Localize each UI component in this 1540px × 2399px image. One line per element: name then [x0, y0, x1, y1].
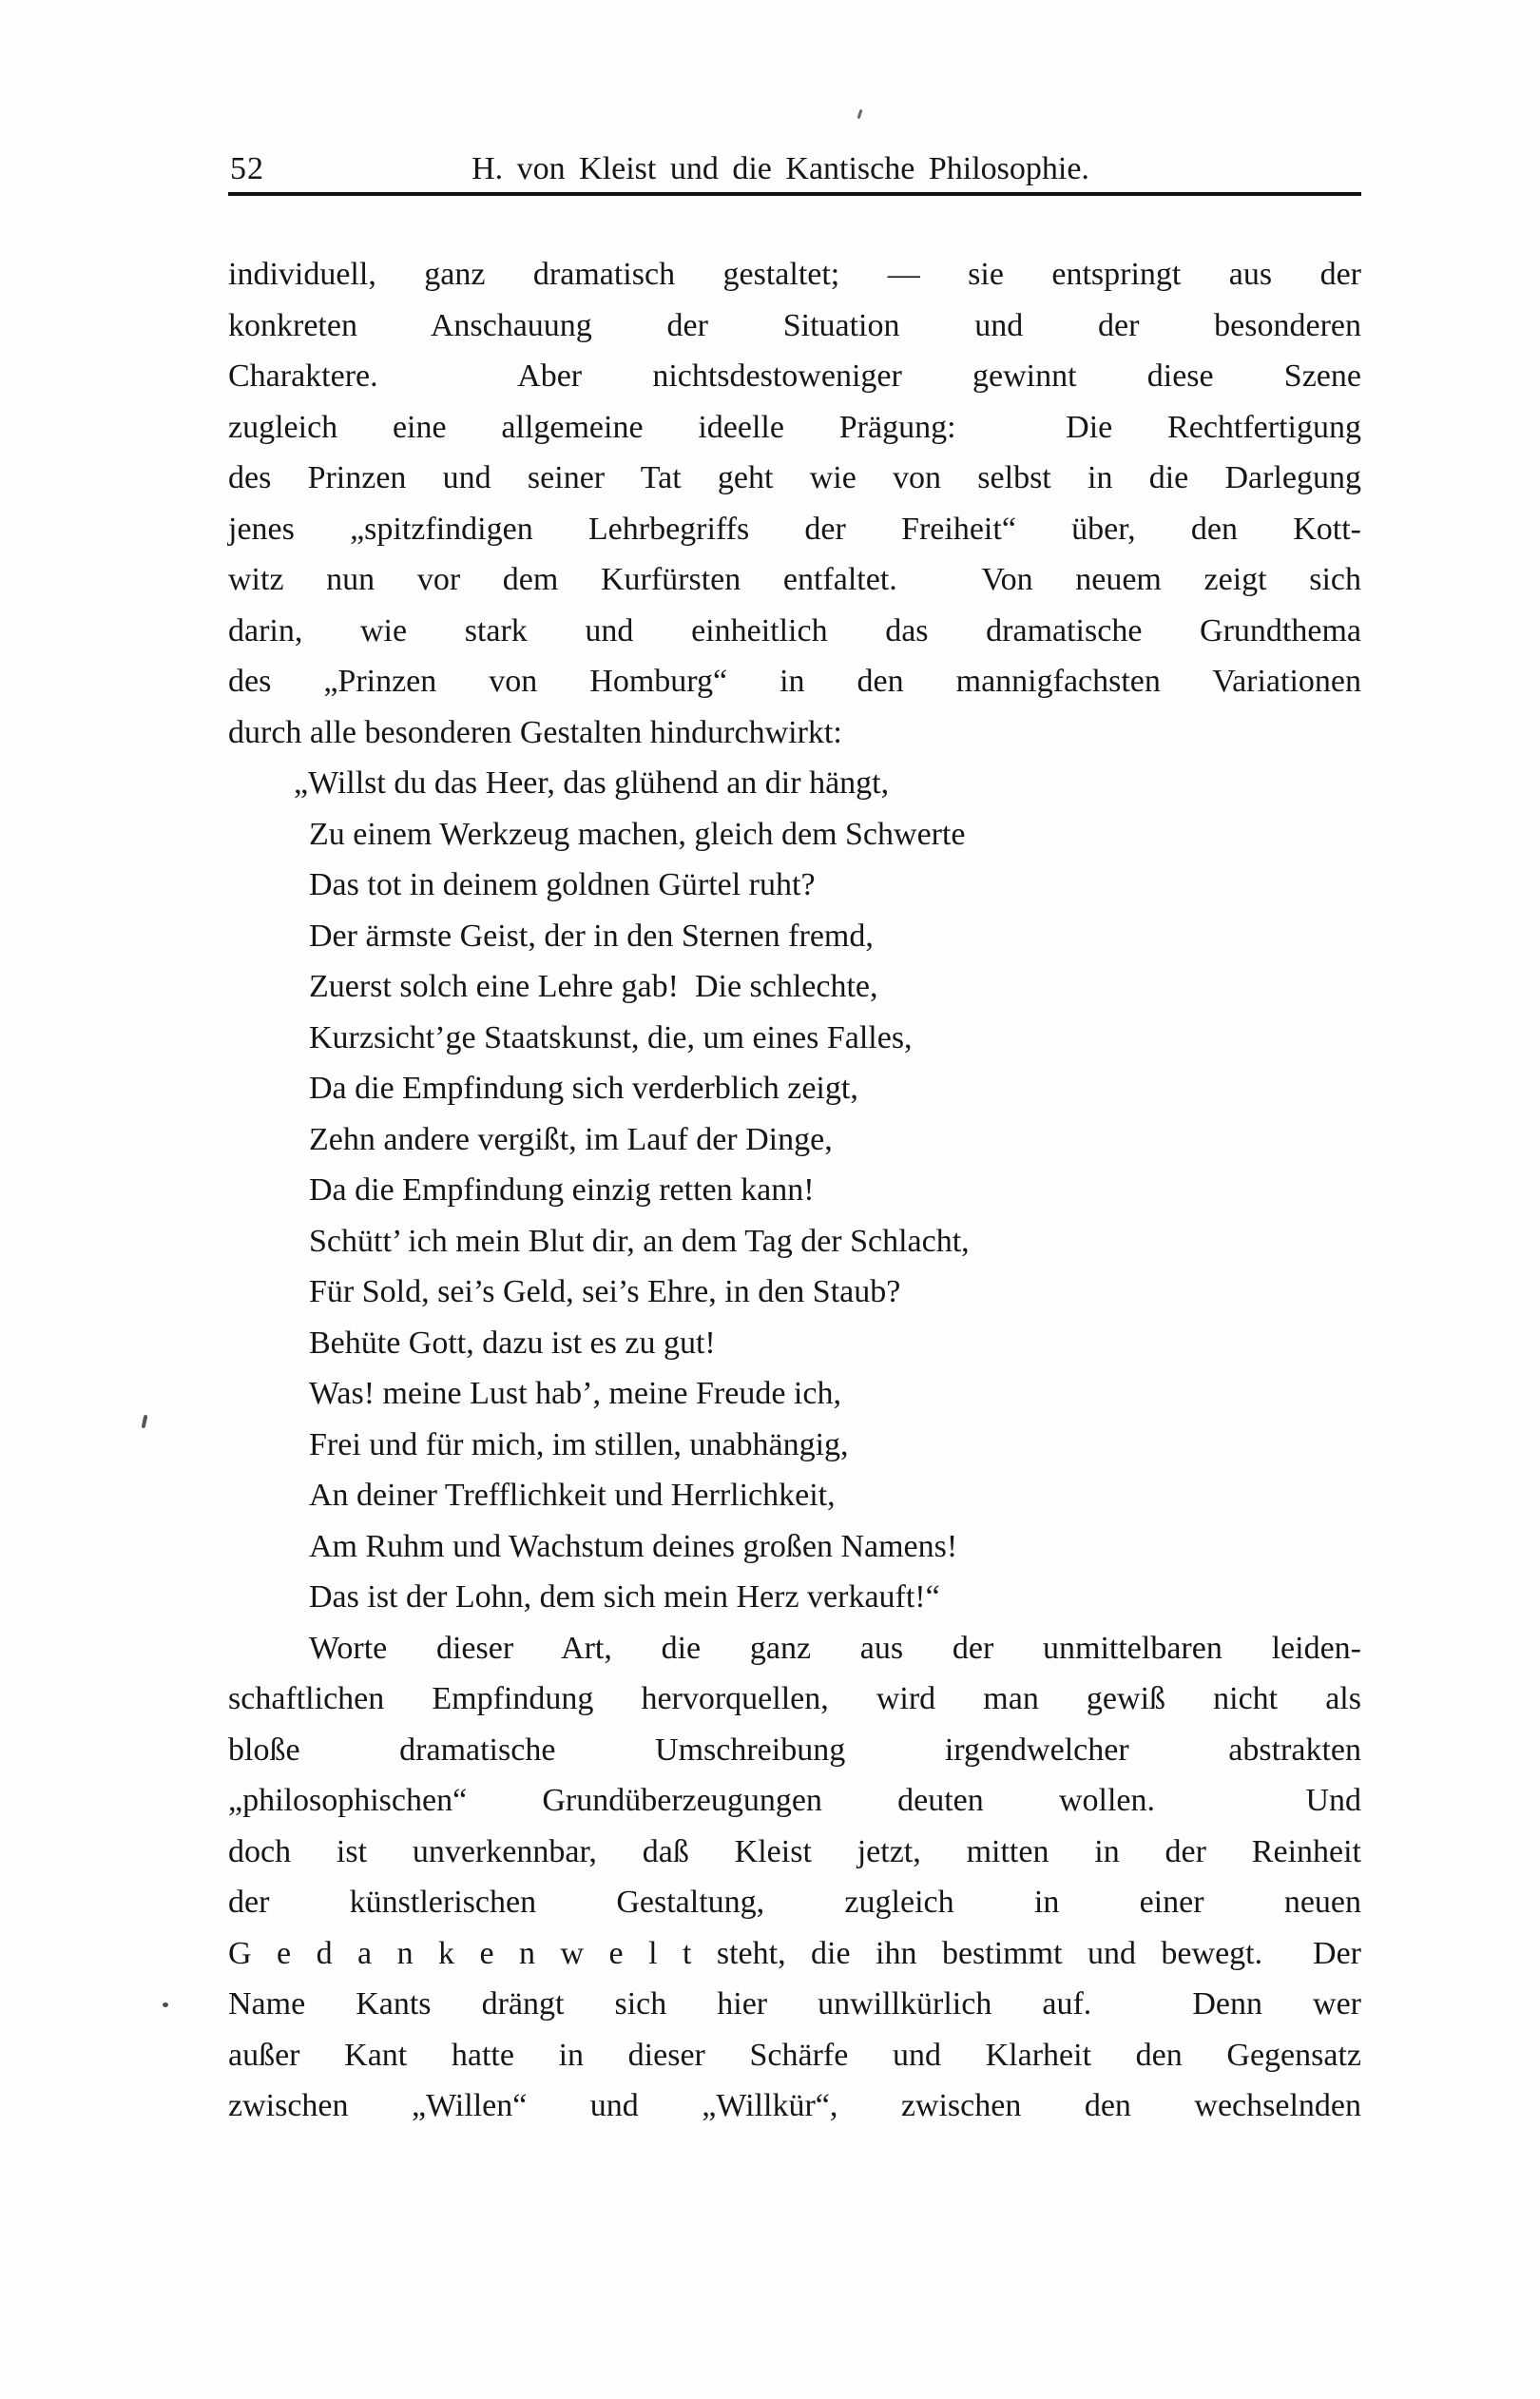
text-line: Schütt’ ich mein Blut dir, an dem Tag der Schlacht, [309, 1223, 970, 1259]
scan-speck [163, 2002, 168, 2007]
scan-speck [142, 1415, 148, 1429]
text-line: Da die Empfindung sich verderblich zeigt, [309, 1071, 858, 1106]
scan-speck [857, 109, 863, 119]
text-line: Zuerst solch eine Lehre gab! Die schlechte, [309, 969, 878, 1004]
text-line: schaftlichen Empfindung hervorquellen, wird man gewiß nicht als [228, 1681, 1361, 1716]
text-line: zwischen „Willen“ und „Willkür“, zwischen den wechselnden [228, 2088, 1361, 2123]
text-line: konkreten Anschauung der Situation und der besonderen [228, 307, 1361, 343]
text-line: Am Ruhm und Wachstum deines großen Namens! [309, 1528, 958, 1564]
text-line: G e d a n k e n w e l t steht, die ihn bestimmt und bewegt. Der [228, 1935, 1361, 1971]
text-line: Worte dieser Art, die ganz aus der unmittelbaren leiden- [309, 1630, 1361, 1666]
text-line: Charaktere. Aber nichtsdestoweniger gewinnt diese Szene [228, 358, 1361, 394]
text-line: zugleich eine allgemeine ideelle Prägung: Die Rechtfertigung [228, 409, 1361, 445]
text-line: Behüte Gott, dazu ist es zu gut! [309, 1325, 716, 1361]
text-line: individuell, ganz dramatisch gestaltet; — sie entspringt aus der [228, 257, 1361, 292]
text-line: durch alle besonderen Gestalten hindurchwirkt: [228, 714, 842, 750]
paragraph-2 [228, 1623, 1361, 2132]
text-line: „Willst du das Heer, das glühend an dir hängt, [294, 765, 890, 801]
text-line: Das tot in deinem goldnen Gürtel ruht? [309, 867, 816, 902]
text-line: An deiner Trefflichkeit und Herrlichkeit, [309, 1478, 836, 1513]
text-line: des „Prinzen von Homburg“ in den mannigfachsten Variationen [228, 664, 1361, 699]
text-line: Name Kants drängt sich hier unwillkürlich auf. Denn wer [228, 1986, 1361, 2022]
text-line: Das ist der Lohn, dem sich mein Herz verkauft!“ [309, 1579, 940, 1615]
page-body-text [228, 249, 1361, 2132]
text-line: Zu einem Werkzeug machen, gleich dem Schwerte [309, 816, 966, 852]
text-line: Für Sold, sei’s Geld, sei’s Ehre, in den Staub? [309, 1274, 901, 1309]
text-line: „philosophischen“ Grundüberzeugungen deuten wollen. Und [228, 1783, 1361, 1818]
text-line: Frei und für mich, im stillen, unabhängig, [309, 1426, 849, 1462]
page-number: 52 [230, 151, 264, 186]
text-block [228, 150, 1361, 2132]
text-line: Was! meine Lust hab’, meine Freude ich, [309, 1376, 841, 1411]
text-line: witz nun vor dem Kurfürsten entfaltet. Von neuem zeigt sich [228, 562, 1361, 597]
text-line: Zehn andere vergißt, im Lauf der Dinge, [309, 1121, 833, 1157]
text-line: darin, wie stark und einheitlich das dramatische Grundthema [228, 612, 1361, 648]
text-line: jenes „spitzfindigen Lehrbegriffs der Freiheit“ über, den Kott- [228, 511, 1361, 547]
poem-quote [228, 758, 1361, 1623]
text-line: außer Kant hatte in dieser Schärfe und Klarheit den Gegensatz [228, 2037, 1361, 2073]
page-header [228, 150, 1361, 196]
text-line: Kurzsicht’ge Staatskunst, die, um eines Falles, [309, 1019, 913, 1055]
text-line: Der ärmste Geist, der in den Sternen fremd, [309, 918, 874, 954]
text-line: des Prinzen und seiner Tat geht wie von selbst in die Darlegung [228, 460, 1361, 495]
running-title: H. von Kleist und die Kantische Philosophie. [472, 151, 1089, 186]
text-line: der künstlerischen Gestaltung, zugleich in einer neuen [228, 1885, 1361, 1920]
text-line: doch ist unverkennbar, daß Kleist jetzt, mitten in der Reinheit [228, 1833, 1361, 1869]
paragraph-1 [228, 249, 1361, 758]
text-line: Da die Empfindung einzig retten kann! [309, 1172, 815, 1208]
text-line: bloße dramatische Umschreibung irgendwelcher abstrakten [228, 1732, 1361, 1768]
